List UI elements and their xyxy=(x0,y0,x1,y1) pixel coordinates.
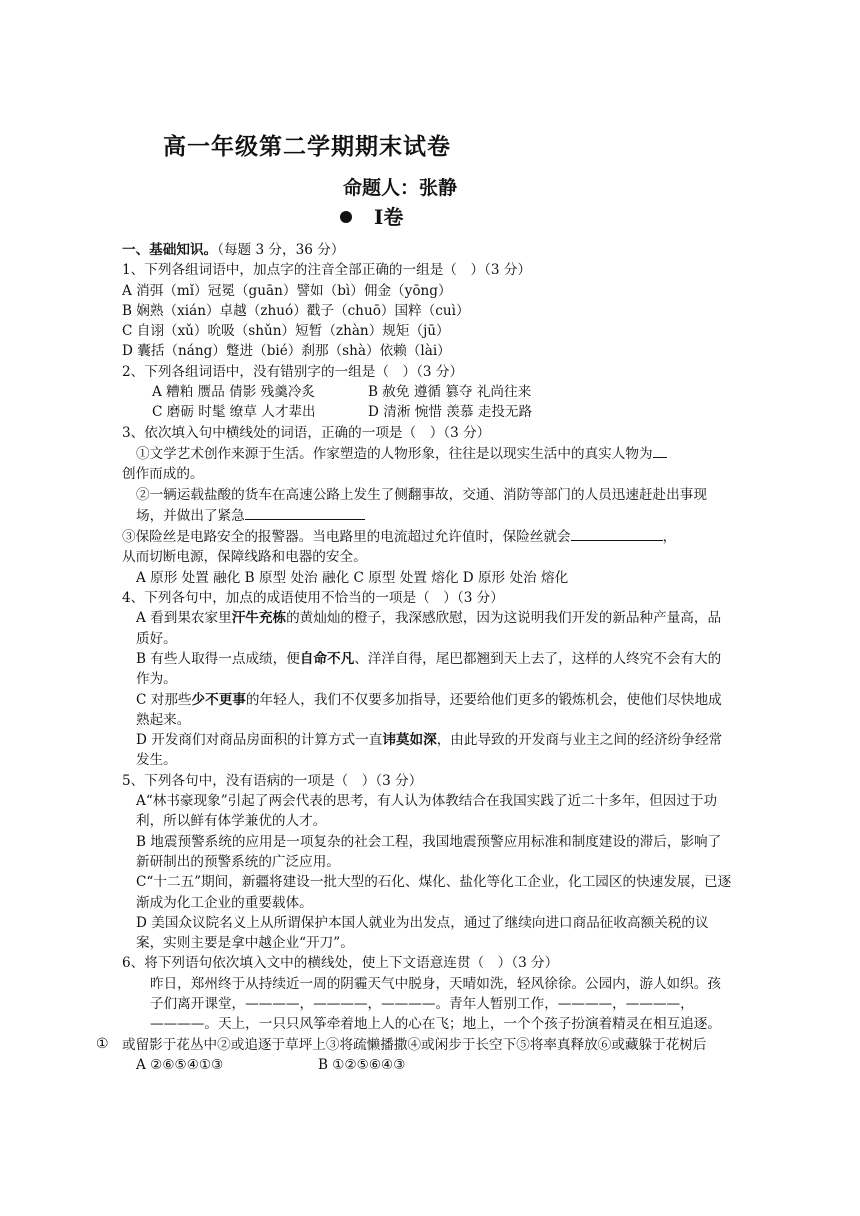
q4-b-idiom: 自命不凡 xyxy=(299,650,355,667)
q6-option-a: A ②⑥⑤④①③ xyxy=(136,1056,224,1073)
q6-option-b: B ①②⑤⑥④③ xyxy=(318,1056,406,1073)
bullet-icon xyxy=(340,211,352,223)
volume-heading xyxy=(340,201,403,230)
q3-blank3 xyxy=(571,526,663,541)
volume-label: Ⅰ卷 xyxy=(374,205,404,229)
q5-option-c: C“十二五”期间，新疆将建设一批大型的石化、煤化、盐化等化工企业，化工园区的快速发展，已逐渐成为化工企业的重要载体。 xyxy=(136,874,732,911)
q2-option-d: D 清淅 惋惜 羡慕 走投无路 xyxy=(368,404,533,421)
q2-option-a: A 糟粕 赝品 倩影 残羹冷炙 xyxy=(152,384,316,401)
q3-sentence2 xyxy=(122,485,732,527)
q2-options-row1 xyxy=(122,382,732,402)
q2-options-row2 xyxy=(122,402,732,422)
q1-option-a: A 消弭（mǐ）冠冕（guān）譬如（bì）佣金（yōng） xyxy=(122,282,452,299)
q3-blank1 xyxy=(653,443,667,458)
q5-option-a: A“林书豪现象”引起了两会代表的思考，有人认为体教结合在我国实践了近二十多年，但因过于功利，所以鲜有体学兼优的人才。 xyxy=(136,793,718,830)
q6-options xyxy=(122,1055,732,1075)
section-note: （每题 3 分，36 分） xyxy=(217,242,345,258)
q4-d-idiom: 讳莫如深 xyxy=(382,732,437,749)
q1-stem: 1、下列各组词语中，加点字的注音全部正确的一组是（ ）（3 分） xyxy=(122,262,532,279)
q3-options: A 原形 处置 融化 B 原型 处治 融化 C 原型 处置 熔化 D 原形 处治 熔化 xyxy=(136,569,569,586)
q6-sentences: 或留影于花丛中②或追逐于草坪上③将疏懒播撒④或闲步于长空下⑤将率真释放⑥或藏躲于花树后 xyxy=(122,1036,707,1053)
q5-stem: 5、下列各句中，没有语病的一项是（ ）（3 分） xyxy=(122,772,423,789)
q3-s3-text: ③保险丝是电路安全的报警器。当电路里的电流超过允许值时，保险丝就会 xyxy=(122,529,571,546)
q4-d-pre: D 开发商们对商品房面积的计算方式一直 xyxy=(136,732,383,749)
q6-passage: 昨日，郑州终于从持续近一周的阴霾天气中脱身，天晴如洗，轻风徐徐。公园内，游人如织。孩子们离开课堂，————，————，————。青年人暂别工作，————，————，————。天上，一只只风筝牵着地上人的心在飞；地上，一个个孩子扮演着精灵在相互追逐。 xyxy=(150,975,721,1033)
q4-c-idiom: 少不更事 xyxy=(191,691,246,708)
q4-b-post: 、洋洋自得，尾巴都翘到天上去了，这样的人终究不会有大的作为。 xyxy=(136,650,722,688)
q4-d-post: ，由此导致的开发商与业主之间的经济纷争经常发生。 xyxy=(136,732,723,769)
q4-c-pre: C 对那些 xyxy=(136,691,192,708)
q4-a-pre: A 看到果农家里 xyxy=(136,610,232,627)
q6-stem: 6、将下列语句依次填入文中的横线处，使上下文语意连贯（ ）（3 分） xyxy=(122,955,559,972)
q6-list-marker: ① xyxy=(96,1035,109,1052)
q3-sentence3-end: 从而切断电源，保障线路和电器的安全。 xyxy=(122,549,367,566)
q4-option-d xyxy=(122,730,732,771)
q2-option-c: C 磨砺 时髦 缭草 人才辈出 xyxy=(152,404,316,421)
q3-s1-text: ①文学艺术创作来源于生活。作家塑造的人物形象，往往是以现实生活中的真实人物为 xyxy=(136,445,653,462)
q3-s3-tail: ， xyxy=(662,529,677,546)
q4-b-pre: B 有些人取得一点成绩，便 xyxy=(136,650,300,667)
exam-title: 高一年级第二学期期末试卷 xyxy=(163,133,451,160)
q4-a-idiom: 汗牛充栋 xyxy=(231,610,287,627)
q3-blank2 xyxy=(245,505,365,520)
q1-option-b: B 娴熟（xián）卓越（zhuó）戳子（chuō）国粹（cuì） xyxy=(122,302,470,319)
q3-stem: 3、依次填入句中横线处的词语，正确的一项是（ ）（3 分） xyxy=(122,424,491,441)
q1-option-c: C 自诩（xǔ）吮吸（shǔn）短暂（zhàn）规矩（jū） xyxy=(122,323,450,340)
q1-option-d: D 囊括（náng）蹩进（bié）刹那（shà）依赖（lài） xyxy=(122,343,451,360)
q2-option-b: B 赦免 遵循 篡夺 礼尚往来 xyxy=(368,384,532,401)
q3-sentence1 xyxy=(122,443,732,464)
exam-body xyxy=(122,240,732,1075)
q5-option-d: D 美国众议院名义上从所谓保护本国人就业为出发点，通过了继续向进口商品征收高额关税的议案，实则主要是拿中越企业“开刀”。 xyxy=(136,914,709,952)
q3-s2-text: ②一辆运载盐酸的货车在高速公路上发生了侧翻事故，交通、消防等部门的人员迅速赶赴出事现场，并做出了紧急 xyxy=(136,486,707,524)
q4-option-a xyxy=(122,608,732,649)
q3-sentence1-end: 创作而成的。 xyxy=(122,466,204,483)
section-title: 一、基础知识。 xyxy=(122,242,218,258)
q3-sentence3 xyxy=(122,526,732,547)
q4-option-b xyxy=(122,649,732,690)
question-setter: 命题人：张静 xyxy=(343,177,458,199)
q4-option-c xyxy=(122,690,732,731)
q4-c-post: 的年轻人，我们不仅要多加指导，还要给他们更多的锻炼机会，使他们尽快地成熟起来。 xyxy=(136,691,722,728)
q2-stem: 2、下列各组词语中，没有错别字的一组是（ ）（3 分） xyxy=(122,363,464,380)
q4-stem: 4、下列各句中，加点的成语使用不恰当的一项是（ ）（3 分） xyxy=(122,590,504,607)
q5-option-b: B 地震预警系统的应用是一项复杂的社会工程，我国地震预警应用标准和制度建设的滞后，影响了新研制出的预警系统的广泛应用。 xyxy=(136,833,722,870)
q4-a-post: 的黄灿灿的橙子，我深感欣慰，因为这说明我们开发的新品种产量高，品质好。 xyxy=(136,610,722,647)
section-heading xyxy=(122,240,732,260)
